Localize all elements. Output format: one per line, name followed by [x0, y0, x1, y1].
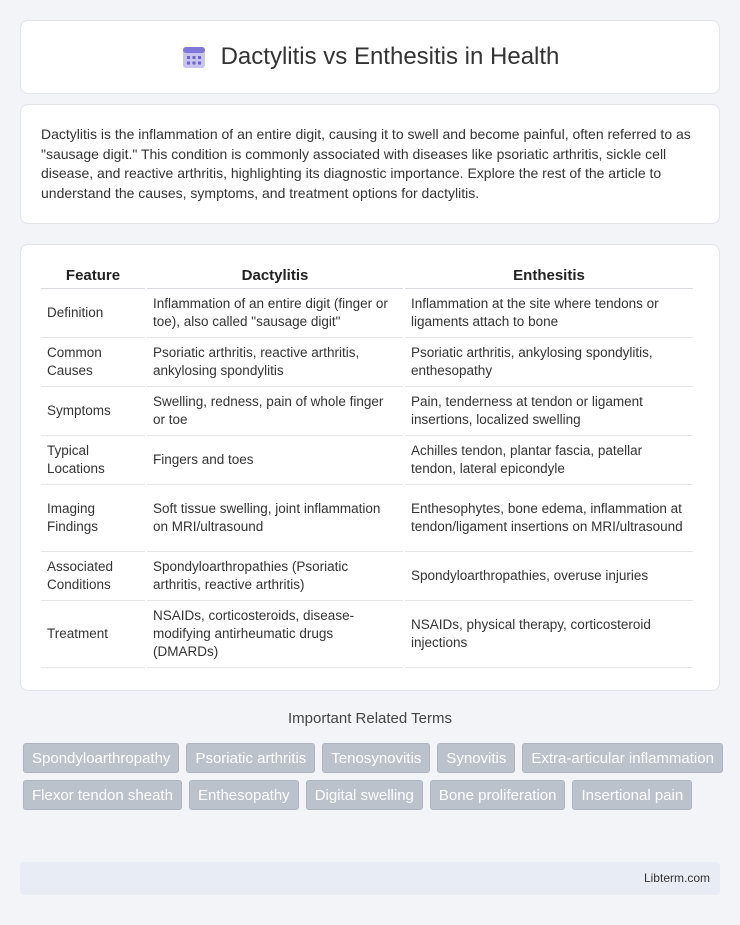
header-enthesitis: Enthesitis [405, 263, 693, 289]
dactylitis-cell: Spondyloarthropathies (Psoriatic arthritis, reactive arthritis) [147, 552, 403, 601]
table-row [41, 436, 693, 485]
feature-cell: Common Causes [41, 338, 145, 387]
dactylitis-cell: Inflammation of an entire digit (finger or toe), also called "sausage digit" [147, 289, 403, 338]
calendar-grid-icon [181, 44, 207, 70]
table-row [41, 289, 693, 338]
enthesitis-cell: Inflammation at the site where tendons or ligaments attach to bone [405, 289, 693, 338]
feature-cell: Definition [41, 289, 145, 338]
feature-cell: Typical Locations [41, 436, 145, 485]
page-title: Dactylitis vs Enthesitis in Health [220, 43, 560, 70]
related-terms-list [23, 743, 723, 810]
intro-card [20, 104, 720, 224]
table-row [41, 485, 693, 552]
footer-site-link[interactable]: Libterm.com [643, 871, 710, 885]
term-tag[interactable]: Extra-articular inflammation [522, 743, 723, 773]
dactylitis-cell: Swelling, redness, pain of whole finger or toe [147, 387, 403, 436]
table-row [41, 552, 693, 601]
enthesitis-cell: Psoriatic arthritis, ankylosing spondylitis, enthesopathy [405, 338, 693, 387]
feature-cell: Imaging Findings [41, 485, 145, 552]
term-tag[interactable]: Psoriatic arthritis [186, 743, 315, 773]
footer [20, 862, 720, 895]
header-feature: Feature [41, 263, 145, 289]
enthesitis-cell: Pain, tenderness at tendon or ligament insertions, localized swelling [405, 387, 693, 436]
term-tag[interactable]: Digital swelling [306, 780, 423, 810]
term-tag[interactable]: Flexor tendon sheath [23, 780, 182, 810]
table-row [41, 387, 693, 436]
table-header-row [41, 263, 693, 289]
header-dactylitis: Dactylitis [147, 263, 403, 289]
term-tag[interactable]: Enthesopathy [189, 780, 299, 810]
related-terms-title: Important Related Terms [288, 710, 452, 727]
enthesitis-cell: Enthesophytes, bone edema, inflammation at tendon/ligament insertions on MRI/ultrasound [405, 485, 693, 552]
term-tag[interactable]: Spondyloarthropathy [23, 743, 179, 773]
feature-cell: Symptoms [41, 387, 145, 436]
term-tag[interactable]: Synovitis [437, 743, 515, 773]
table-row [41, 338, 693, 387]
dactylitis-cell: Soft tissue swelling, joint inflammation on MRI/ultrasound [147, 485, 403, 552]
table-row [41, 601, 693, 668]
intro-text: Dactylitis is the inflammation of an entire digit, causing it to swell and become painful, often referred to as "sausage digit." This condition is commonly associated with diseases like psoriatic arthritis, sickle cell disease, and reactive arthritis, highlighting its diagnostic importance. Explore the rest of the article to understand the causes, symptoms, and treatment options for dactylitis. [41, 126, 691, 201]
dactylitis-cell: Fingers and toes [147, 436, 403, 485]
term-tag[interactable]: Bone proliferation [430, 780, 566, 810]
title-card [20, 20, 720, 94]
feature-cell: Associated Conditions [41, 552, 145, 601]
comparison-table [39, 263, 695, 668]
enthesitis-cell: Achilles tendon, plantar fascia, patellar tendon, lateral epicondyle [405, 436, 693, 485]
comparison-table-card [20, 244, 720, 691]
dactylitis-cell: NSAIDs, corticosteroids, disease-modifying antirheumatic drugs (DMARDs) [147, 601, 403, 668]
enthesitis-cell: Spondyloarthropathies, overuse injuries [405, 552, 693, 601]
term-tag[interactable]: Insertional pain [572, 780, 692, 810]
dactylitis-cell: Psoriatic arthritis, reactive arthritis, ankylosing spondylitis [147, 338, 403, 387]
term-tag[interactable]: Tenosynovitis [322, 743, 430, 773]
enthesitis-cell: NSAIDs, physical therapy, corticosteroid injections [405, 601, 693, 668]
feature-cell: Treatment [41, 601, 145, 668]
